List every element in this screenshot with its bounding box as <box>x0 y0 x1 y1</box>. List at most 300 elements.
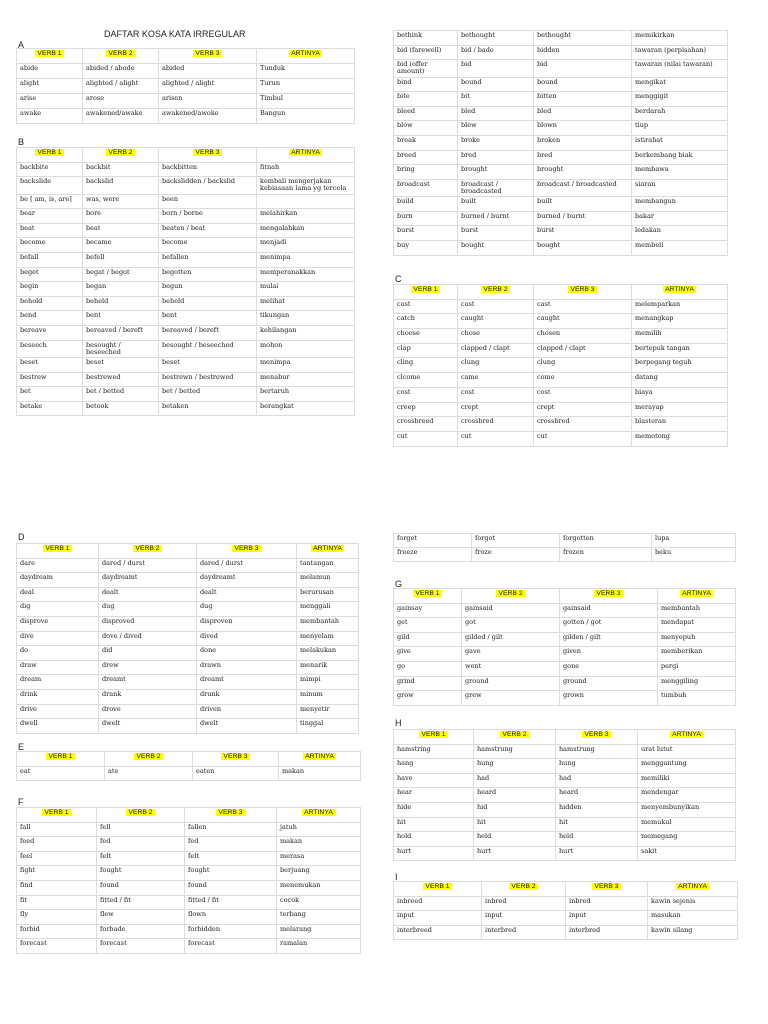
verb3-cell: bound <box>534 77 632 92</box>
column-header <box>17 752 105 767</box>
verb2-cell: betook <box>83 401 159 416</box>
table-row <box>17 660 359 675</box>
verb3-cell: hamstrung <box>556 744 638 759</box>
meaning-cell: tiup <box>632 121 728 136</box>
column-header <box>279 752 361 767</box>
verb3-cell: awakened/awoke <box>159 109 257 124</box>
verb2-cell: forgot <box>472 534 560 548</box>
verb3-cell: been <box>159 194 257 209</box>
verb3-cell: fitted / fit <box>185 895 277 910</box>
verb2-cell: burned / burnt <box>458 211 534 226</box>
meaning-cell: mengikat <box>632 77 728 92</box>
verb1-cell: cost <box>394 387 458 402</box>
verb3-cell: ground <box>560 676 658 691</box>
verb3-cell: beheld <box>159 296 257 311</box>
verb3-cell: built <box>534 197 632 212</box>
table-row <box>394 911 738 926</box>
verb1-cell: bereave <box>17 325 83 340</box>
table-row <box>17 558 359 573</box>
meaning-cell: memukul <box>638 817 736 832</box>
verb2-cell: bethought <box>458 31 534 46</box>
verb3-cell: bitten <box>534 92 632 107</box>
column-header-label: VERB 1 <box>45 545 70 552</box>
meaning-cell: tinggal <box>297 719 359 734</box>
section-g-letter: G <box>395 579 403 589</box>
table-row <box>17 631 359 646</box>
verb1-cell: bid (offer amount) <box>394 60 458 77</box>
meaning-cell: blasteran <box>632 417 728 432</box>
column-header <box>394 285 458 300</box>
verb3-cell: fed <box>185 837 277 852</box>
column-header <box>534 285 632 300</box>
verb2-cell: forecast <box>97 939 185 954</box>
column-header-label: VERB 2 <box>135 545 160 552</box>
verb3-cell: bestrewn / bestrewed <box>159 372 257 387</box>
verb1-cell: draw <box>17 660 99 675</box>
section-b-letter: B <box>18 137 25 147</box>
table-header-row <box>17 148 355 163</box>
section-c-letter: C <box>395 274 402 284</box>
meaning-cell: melihat <box>257 296 355 311</box>
table-row <box>394 77 728 92</box>
verb1-cell: alight <box>17 79 83 94</box>
verb1-cell: be [ am, is, are] <box>17 194 83 209</box>
verb1-cell: befall <box>17 252 83 267</box>
verb2-cell: fell <box>97 822 185 837</box>
verb2-cell: disproved <box>99 616 197 631</box>
table-row <box>17 822 361 837</box>
meaning-cell: kehilangan <box>257 325 355 340</box>
meaning-cell <box>257 194 355 209</box>
meaning-cell: menyepuh <box>658 632 736 647</box>
table-row <box>394 329 728 344</box>
table-row <box>394 925 738 940</box>
verb3-cell: hung <box>556 759 638 774</box>
meaning-cell: menjadi <box>257 238 355 253</box>
verb2-cell: gainsaid <box>462 603 560 618</box>
verb1-cell: forget <box>394 534 472 548</box>
table-row <box>394 197 728 212</box>
meaning-cell: Bangun <box>257 109 355 124</box>
verb1-cell: build <box>394 197 458 212</box>
verb3-cell: interbred <box>566 925 648 940</box>
verb1-cell: crossbreed <box>394 417 458 432</box>
meaning-cell: pergi <box>658 661 736 676</box>
meaning-cell: berurusan <box>297 587 359 602</box>
meaning-cell: mengalahkan <box>257 223 355 238</box>
table-row <box>394 299 728 314</box>
column-header-label: VERB 2 <box>128 809 153 816</box>
table-header-row <box>394 730 736 745</box>
verb3-cell: besought / beseeched <box>159 340 257 357</box>
verb3-cell: forgotten <box>560 534 652 548</box>
table-row <box>17 704 359 719</box>
verb3-cell: dived <box>197 631 297 646</box>
meaning-cell: cocok <box>277 895 361 910</box>
meaning-cell: menyembunyikan <box>638 802 736 817</box>
verb3-cell: clung <box>534 358 632 373</box>
verb2-cell: cast <box>458 299 534 314</box>
verb2-cell: did <box>99 646 197 661</box>
verb1-cell: cut <box>394 431 458 446</box>
verb2-cell: alighted / alight <box>83 79 159 94</box>
verb2-cell: besought / beseeched <box>83 340 159 357</box>
verb1-cell: inbreed <box>394 896 482 911</box>
section-d-table <box>16 543 359 734</box>
verb1-cell: hide <box>394 802 474 817</box>
meaning-cell: membangun <box>632 197 728 212</box>
table-row <box>17 939 361 954</box>
meaning-cell: berangkat <box>257 401 355 416</box>
column-header-label: ARTINYA <box>291 50 320 57</box>
verb1-cell: give <box>394 647 462 662</box>
meaning-cell: menemukan <box>277 880 361 895</box>
verb2-cell: beat <box>83 223 159 238</box>
verb3-cell: alighted / alight <box>159 79 257 94</box>
verb2-cell: drew <box>99 660 197 675</box>
column-header-label: VERB 3 <box>218 809 243 816</box>
verb2-cell: bore <box>83 209 159 224</box>
verb2-cell: bought <box>458 240 534 255</box>
table-row <box>394 846 736 861</box>
verb3-cell: dreamt <box>197 675 297 690</box>
verb2-cell: heard <box>474 788 556 803</box>
verb3-cell: grown <box>560 691 658 706</box>
meaning-cell: menggantung <box>638 759 736 774</box>
table-row <box>394 358 728 373</box>
verb3-cell: beaten / beat <box>159 223 257 238</box>
verb3-cell: hit <box>556 817 638 832</box>
meaning-cell: kawin sejenis <box>648 896 738 911</box>
verb2-cell: crept <box>458 402 534 417</box>
column-header <box>297 544 359 559</box>
verb1-cell: interbreed <box>394 925 482 940</box>
meaning-cell: melakukan <box>297 646 359 661</box>
verb2-cell: bet / betted <box>83 387 159 402</box>
verb1-cell: grind <box>394 676 462 691</box>
verb2-cell: hurt <box>474 846 556 861</box>
meaning-cell: urat lutut <box>638 744 736 759</box>
verb2-cell: dealt <box>99 587 197 602</box>
verb2-cell: dwelt <box>99 719 197 734</box>
table-row <box>17 675 359 690</box>
meaning-cell: biaya <box>632 387 728 402</box>
verb1-cell: bid (farewell) <box>394 45 458 60</box>
verb1-cell: begin <box>17 282 83 297</box>
verb1-cell: fall <box>17 822 97 837</box>
verb2-cell: bound <box>458 77 534 92</box>
meaning-cell: membeli <box>632 240 728 255</box>
meaning-cell: memperanakkan <box>257 267 355 282</box>
verb3-cell: bid <box>534 60 632 77</box>
verb1-cell: forbid <box>17 924 97 939</box>
table-header-row <box>394 285 728 300</box>
column-header-label: VERB 2 <box>511 883 536 890</box>
table-row <box>394 896 738 911</box>
column-header <box>394 730 474 745</box>
verb1-cell: bestrew <box>17 372 83 387</box>
section-a-letter: A <box>18 40 25 50</box>
table-row <box>17 325 355 340</box>
verb1-cell: broadcast <box>394 179 458 196</box>
column-header-label: VERB 1 <box>413 286 438 293</box>
meaning-cell: Tunduk <box>257 64 355 79</box>
column-header-label: ARTINYA <box>682 590 711 597</box>
verb3-cell: burned / burnt <box>534 211 632 226</box>
verb3-cell: chosen <box>534 329 632 344</box>
meaning-cell: mohon <box>257 340 355 357</box>
table-row <box>394 106 728 121</box>
meaning-cell: membantah <box>658 603 736 618</box>
verb1-cell: bring <box>394 165 458 180</box>
verb2-cell: hit <box>474 817 556 832</box>
meaning-cell: jatuh <box>277 822 361 837</box>
verb1-cell: disprove <box>17 616 99 631</box>
column-header <box>556 730 638 745</box>
verb2-cell: gilded / gilt <box>462 632 560 647</box>
verb3-cell: bidden <box>534 45 632 60</box>
column-header-label: ARTINYA <box>313 545 342 552</box>
table-header-row <box>394 589 736 604</box>
table-row <box>394 387 728 402</box>
verb3-cell: daydreamt <box>197 573 297 588</box>
verb3-cell: clapped / clapt <box>534 343 632 358</box>
verb2-cell: befell <box>83 252 159 267</box>
verb2-cell: had <box>474 773 556 788</box>
column-header <box>185 808 277 823</box>
column-header-label: VERB 1 <box>37 149 62 156</box>
meaning-cell: makan <box>279 766 361 781</box>
verb2-cell: flew <box>97 910 185 925</box>
table-row <box>17 109 355 124</box>
column-header-label: VERB 3 <box>594 883 619 890</box>
verb1-cell: gainsay <box>394 603 462 618</box>
verb3-cell: begun <box>159 282 257 297</box>
verb2-cell: hid <box>474 802 556 817</box>
verb1-cell: betake <box>17 401 83 416</box>
table-row <box>17 573 359 588</box>
verb2-cell: broke <box>458 135 534 150</box>
verb1-cell: breed <box>394 150 458 165</box>
verb1-cell: cling <box>394 358 458 373</box>
table-header-row <box>394 882 738 897</box>
column-header-label: VERB 2 <box>108 149 133 156</box>
verb1-cell: input <box>394 911 482 926</box>
verb1-cell: dig <box>17 602 99 617</box>
verb3-cell: hurt <box>556 846 638 861</box>
verb1-cell: feel <box>17 851 97 866</box>
verb2-cell: bent <box>83 311 159 326</box>
column-header-label: VERB 1 <box>44 809 69 816</box>
column-header-label: VERB 2 <box>108 50 133 57</box>
table-row <box>17 401 355 416</box>
verb3-cell: hidden <box>556 802 638 817</box>
verb3-cell: broken <box>534 135 632 150</box>
verb2-cell: fought <box>97 866 185 881</box>
column-header <box>193 752 279 767</box>
table-row <box>17 194 355 209</box>
verb2-cell: interbred <box>482 925 566 940</box>
verb1-cell: clap <box>394 343 458 358</box>
meaning-cell: menangkap <box>632 314 728 329</box>
verb2-cell: caught <box>458 314 534 329</box>
verb1-cell: feed <box>17 837 97 852</box>
verb2-cell: backbit <box>83 162 159 177</box>
verb3-cell: cast <box>534 299 632 314</box>
meaning-cell: berpegang teguh <box>632 358 728 373</box>
meaning-cell: menimpa <box>257 252 355 267</box>
verb2-cell: crossbred <box>458 417 534 432</box>
verb3-cell: eaten <box>193 766 279 781</box>
column-header <box>257 148 355 163</box>
column-header-label: ARTINYA <box>672 731 701 738</box>
verb2-cell: cut <box>458 431 534 446</box>
verb3-cell: backslidden / backslid <box>159 177 257 194</box>
verb2-cell: bled <box>458 106 534 121</box>
verb1-cell: bind <box>394 77 458 92</box>
table-row <box>394 773 736 788</box>
verb1-cell: bet <box>17 387 83 402</box>
verb1-cell: break <box>394 135 458 150</box>
verb2-cell: burst <box>458 226 534 241</box>
verb2-cell: froze <box>472 548 560 562</box>
column-header <box>257 49 355 64</box>
table-header-row <box>17 808 361 823</box>
table-row <box>394 788 736 803</box>
verb3-cell: drunk <box>197 689 297 704</box>
verb1-cell: deal <box>17 587 99 602</box>
verb3-cell: gilden / gilt <box>560 632 658 647</box>
verb3-cell: brought <box>534 165 632 180</box>
column-header-label: VERB 1 <box>415 590 440 597</box>
table-row <box>17 282 355 297</box>
verb3-cell: fought <box>185 866 277 881</box>
verb1-cell: catch <box>394 314 458 329</box>
table-row <box>394 603 736 618</box>
verb3-cell: become <box>159 238 257 253</box>
verb1-cell: backslide <box>17 177 83 194</box>
verb3-cell: input <box>566 911 648 926</box>
verb1-cell: find <box>17 880 97 895</box>
verb2-cell: clung <box>458 358 534 373</box>
column-header <box>17 808 97 823</box>
column-header <box>394 589 462 604</box>
table-row <box>17 387 355 402</box>
table-row <box>17 311 355 326</box>
verb2-cell: found <box>97 880 185 895</box>
verb3-cell: found <box>185 880 277 895</box>
verb3-cell: forbidden <box>185 924 277 939</box>
column-header-label: VERB 2 <box>136 753 161 760</box>
verb2-cell: clapped / clapt <box>458 343 534 358</box>
meaning-cell: melamun <box>297 573 359 588</box>
meaning-cell: membantah <box>297 616 359 631</box>
verb1-cell: bite <box>394 92 458 107</box>
table-row <box>394 211 728 226</box>
verb3-cell: betaken <box>159 401 257 416</box>
meaning-cell: melahirkan <box>257 209 355 224</box>
meaning-cell: membawa <box>632 165 728 180</box>
verb1-cell: go <box>394 661 462 676</box>
table-row <box>394 759 736 774</box>
document-title: DAFTAR KOSA KATA IRREGULAR <box>104 29 246 39</box>
verb3-cell: dug <box>197 602 297 617</box>
meaning-cell: memiliki <box>638 773 736 788</box>
verb2-cell: forbade <box>97 924 185 939</box>
section-e-table <box>16 751 361 781</box>
verb2-cell: cost <box>458 387 534 402</box>
table-row <box>394 691 736 706</box>
table-row <box>17 267 355 282</box>
verb2-cell: beheld <box>83 296 159 311</box>
verb2-cell: felt <box>97 851 185 866</box>
column-header-label: ARTINYA <box>305 753 334 760</box>
column-header <box>277 808 361 823</box>
meaning-cell: berkembang biak <box>632 150 728 165</box>
column-header <box>482 882 566 897</box>
meaning-cell: bertepuk tangan <box>632 343 728 358</box>
verb3-cell: gone <box>560 661 658 676</box>
verb1-cell: beget <box>17 267 83 282</box>
verb1-cell: burn <box>394 211 458 226</box>
meaning-cell: memilih <box>632 329 728 344</box>
verb2-cell: was, were <box>83 194 159 209</box>
section-e-letter: E <box>18 742 25 752</box>
verb1-cell: daydream <box>17 573 99 588</box>
meaning-cell: bertaruh <box>257 387 355 402</box>
verb3-cell: caught <box>534 314 632 329</box>
verb3-cell: frozen <box>560 548 652 562</box>
column-header <box>632 285 728 300</box>
verb2-cell: daydreamt <box>99 573 197 588</box>
table-row <box>394 121 728 136</box>
verb2-cell: bestrewed <box>83 372 159 387</box>
column-header-label: VERB 3 <box>596 590 621 597</box>
table-row <box>17 372 355 387</box>
section-g-table <box>393 588 736 706</box>
column-header <box>17 544 99 559</box>
verb2-cell: began <box>83 282 159 297</box>
verb3-cell: had <box>556 773 638 788</box>
verb2-cell: dreamt <box>99 675 197 690</box>
column-header <box>560 589 658 604</box>
section-b-table <box>16 147 355 416</box>
verb3-cell: abided <box>159 64 257 79</box>
verb3-cell: bet / betted <box>159 387 257 402</box>
verb3-cell: dwelt <box>197 719 297 734</box>
meaning-cell: ramalan <box>277 939 361 954</box>
verb3-cell: bled <box>534 106 632 121</box>
verb2-cell: bid <box>458 60 534 77</box>
verb3-cell: arisen <box>159 94 257 109</box>
table-row <box>394 92 728 107</box>
verb1-cell: eat <box>17 766 105 781</box>
verb3-cell: befallen <box>159 252 257 267</box>
verb3-cell: gotten / got <box>560 618 658 633</box>
table-row <box>394 832 736 847</box>
table-row <box>17 719 359 734</box>
verb1-cell: do <box>17 646 99 661</box>
verb2-cell: gave <box>462 647 560 662</box>
meaning-cell: Timbul <box>257 94 355 109</box>
table-row <box>17 924 361 939</box>
meaning-cell: tantangan <box>297 558 359 573</box>
column-header-label: VERB 1 <box>48 753 73 760</box>
section-f2-table <box>393 533 736 562</box>
column-header <box>462 589 560 604</box>
table-row <box>394 431 728 446</box>
verb1-cell: abide <box>17 64 83 79</box>
